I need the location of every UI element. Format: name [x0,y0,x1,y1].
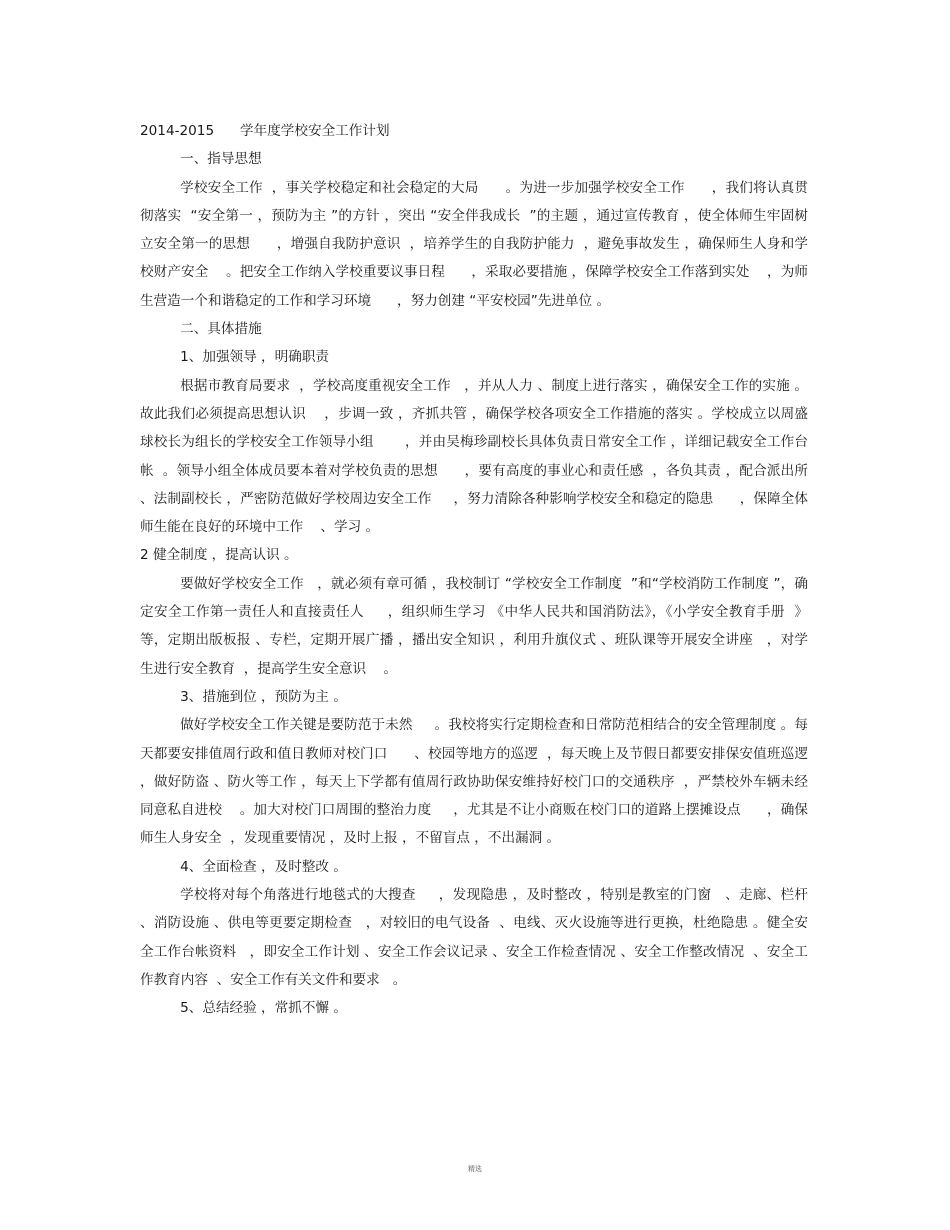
subheading-prevention: 3、措施到位 ，预防为主 。 [180,688,347,705]
paragraph-inspection: 学校将对每个角落进行地毯式的大搜查 ，发现隐患 ，及时整改 ，特别是教室的门窗 、走廊、栏杆 、消防设施 、供电等更要定期检查 ，对较旧的电气设备 、电线、灭火设施等进行更换，杜绝隐患 。健全安全工作台帐资料 ，即安全工作计划 、安全工作会议记录 、安全工作检查情况 、安全工作整改情况 、安全工作教育内容 、安全工作有关文件和要求 。 [140,887,813,988]
document-body [140,117,821,1023]
paragraph-system: 要做好学校安全工作 ，就必须有章可循 ，我校制订 “学校安全工作制度 ”和“学校消防工作制度 ”，确定安全工作第一责任人和直接责任人 ，组织师生学习 《中华人民共和国消防法》，《小学安全教育手册 》等，定期出版板报 、专栏，定期开展广播 ，播出安全知识 ，利用升旗仪式 、班队课等开展安全讲座 ，对学生进行安全教育 ，提高学生安全意识 。 [140,575,808,677]
section-heading-measures: 二、具体措施 [180,321,262,338]
document-title: 2014-2015 学年度学校安全工作计划 [140,123,390,139]
subheading-summary: 5、总结经验 ，常抓不懈 。 [180,1000,347,1017]
subheading-leadership: 1、加强领导 ，明确职责 [180,349,330,366]
paragraph-guiding-ideology: 学校安全工作 ，事关学校稳定和社会稳定的大局 。为进一步加强学校安全工作 ，我们将认真贯彻落实 “安全第一 ，预防为主 ”的方针 ，突出 “安全伴我成长 ”的主题 ，通过宣传教育 ，使全体师生牢固树立安全第一的思想 ，增强自我防护意识 ，培养学生的自我防护能力 ，避免事故发生 ，确保师生人身和学校财产安全 。把安全工作纳入学校重要议事日程 ，采取必要措施 ，保障学校安全工作落到实处 ，为师生营造一个和谐稳定的工作和学习环境 ，努力创建 “平安校园”先进单位 。 [140,179,808,309]
page-footer: 精选 [468,1165,482,1173]
section-heading-guiding-ideology: 一、指导思想 [180,151,262,168]
paragraph-leadership: 根据市教育局要求 ，学校高度重视安全工作 ，并从人力 、制度上进行落实 ，确保安全工作的实施 。故此我们必须提高思想认识 ，步调一致 ，齐抓共管 ，确保学校各项安全工作措施的落实 。学校成立以周盛球校长为组长的学校安全工作领导小组 ，并由吴梅珍副校长具体负责日常安全工作 ，详细记载安全工作台帐 。领导小组全体成员要本着对学校负责的思想 ，要有高度的事业心和责任感 ，各负其责 ，配合派出所 、法制副校长 ，严密防范做好学校周边安全工作 ，努力清除各种影响学校安全和稳定的隐患 ，保障全体师生能在良好的环境中工作 、学习 。 [140,377,813,536]
subheading-inspection: 4、全面检查 ，及时整改 。 [180,858,347,875]
paragraph-prevention: 做好学校安全工作关键是要防范于未然 。我校将实行定期检查和日常防范相结合的安全管理制度 。每天都要安排值周行政和值日教师对校门口 、校园等地方的巡逻 ，每天晚上及节假日都要安排保安值班巡逻 ，做好防盗 、防火等工作 ，每天上下学都有值周行政协助保安维持好校门口的交通秩序 ，严禁校外车辆未经同意私自进校 。加大对校门口周围的整治力度 ，尤其是不让小商贩在校门口的道路上摆摊设点 ，确保师生人身安全 ，发现重要情况 ，及时上报 ，不留盲点 ，不出漏洞 。 [140,717,821,847]
subheading-system: 2 健全制度 ，提高认识 。 [140,547,298,564]
